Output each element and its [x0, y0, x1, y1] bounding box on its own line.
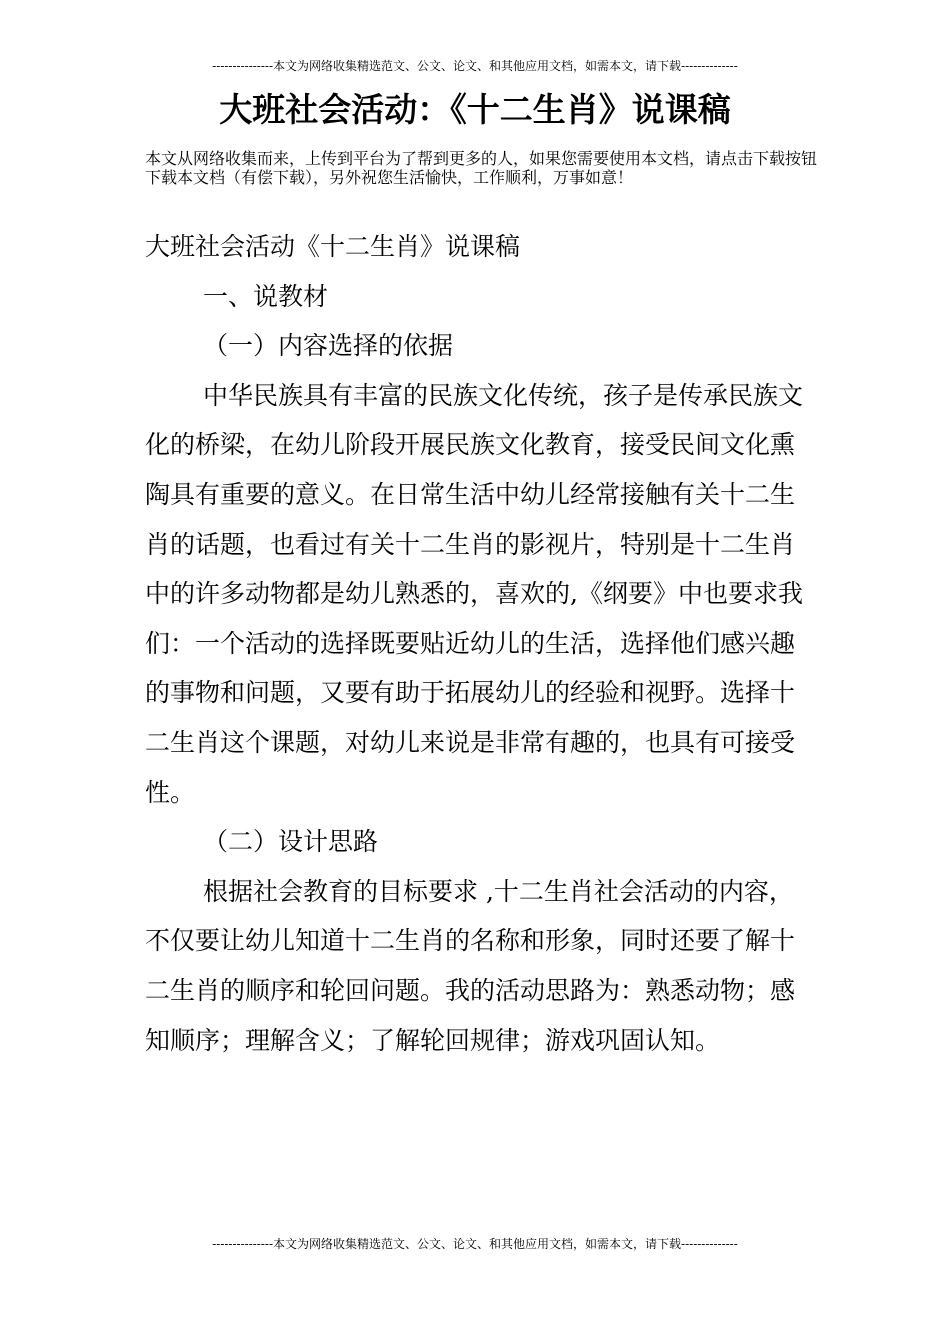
document-body — [145, 222, 815, 1065]
document-heading: 大班社会活动《十二生肖》说课稿 — [145, 232, 521, 261]
section-heading-textbook: 一、说教材 — [203, 281, 329, 311]
footer-banner: ---------------本文为网络收集精选范文、公文、论文、和其他应用文档，如需本文，请下载-------------- — [212, 1237, 738, 1251]
header-banner: ---------------本文为网络收集精选范文、公文、论文、和其他应用文档，如需本文，请下载-------------- — [212, 59, 738, 73]
subsection-heading-basis: （一）内容选择的依据 — [203, 331, 454, 361]
intro-notice — [145, 149, 817, 187]
page-title: 大班社会活动：《十二生肖》说课稿 — [219, 90, 731, 129]
paragraph-basis: 中华民族具有丰富的民族文化传统，孩子是传承民族文化的桥梁，在幼儿阶段开展民族文化教育，接受民间文化熏陶具有重要的意义。在日常生活中幼儿经常接触有关十二生肖的话题，也看过有关十二生肖的影视片，特别是十二生肖中的许多动物都是幼儿熟悉的，喜欢的,《纲要》中也要求我们：一个活动的选择既要贴近幼儿的生活，选择他们感兴趣的事物和问题，又要有助于拓展幼儿的经验和视野。选择十二生肖这个课题，对幼儿来说是非常有趣的，也具有可接受性。 — [145, 380, 804, 807]
subsection-heading-design: （二）设计思路 — [203, 827, 379, 857]
paragraph-design: 根据社会教育的目标要求 ,十二生肖社会活动的内容，不仅要让幼儿知道十二生肖的名称和形象，同时还要了解十二生肖的顺序和轮回问题。我的活动思路为：熟悉动物；感知顺序；理解含义；了解轮回规律；游戏巩固认知。 — [145, 876, 796, 1055]
intro-text: 本文从网络收集而来，上传到平台为了帮到更多的人，如果您需要使用本文档，请点击下载按钮下载本文档（有偿下载），另外祝您生活愉快，工作顺利，万事如意！ — [145, 149, 818, 187]
